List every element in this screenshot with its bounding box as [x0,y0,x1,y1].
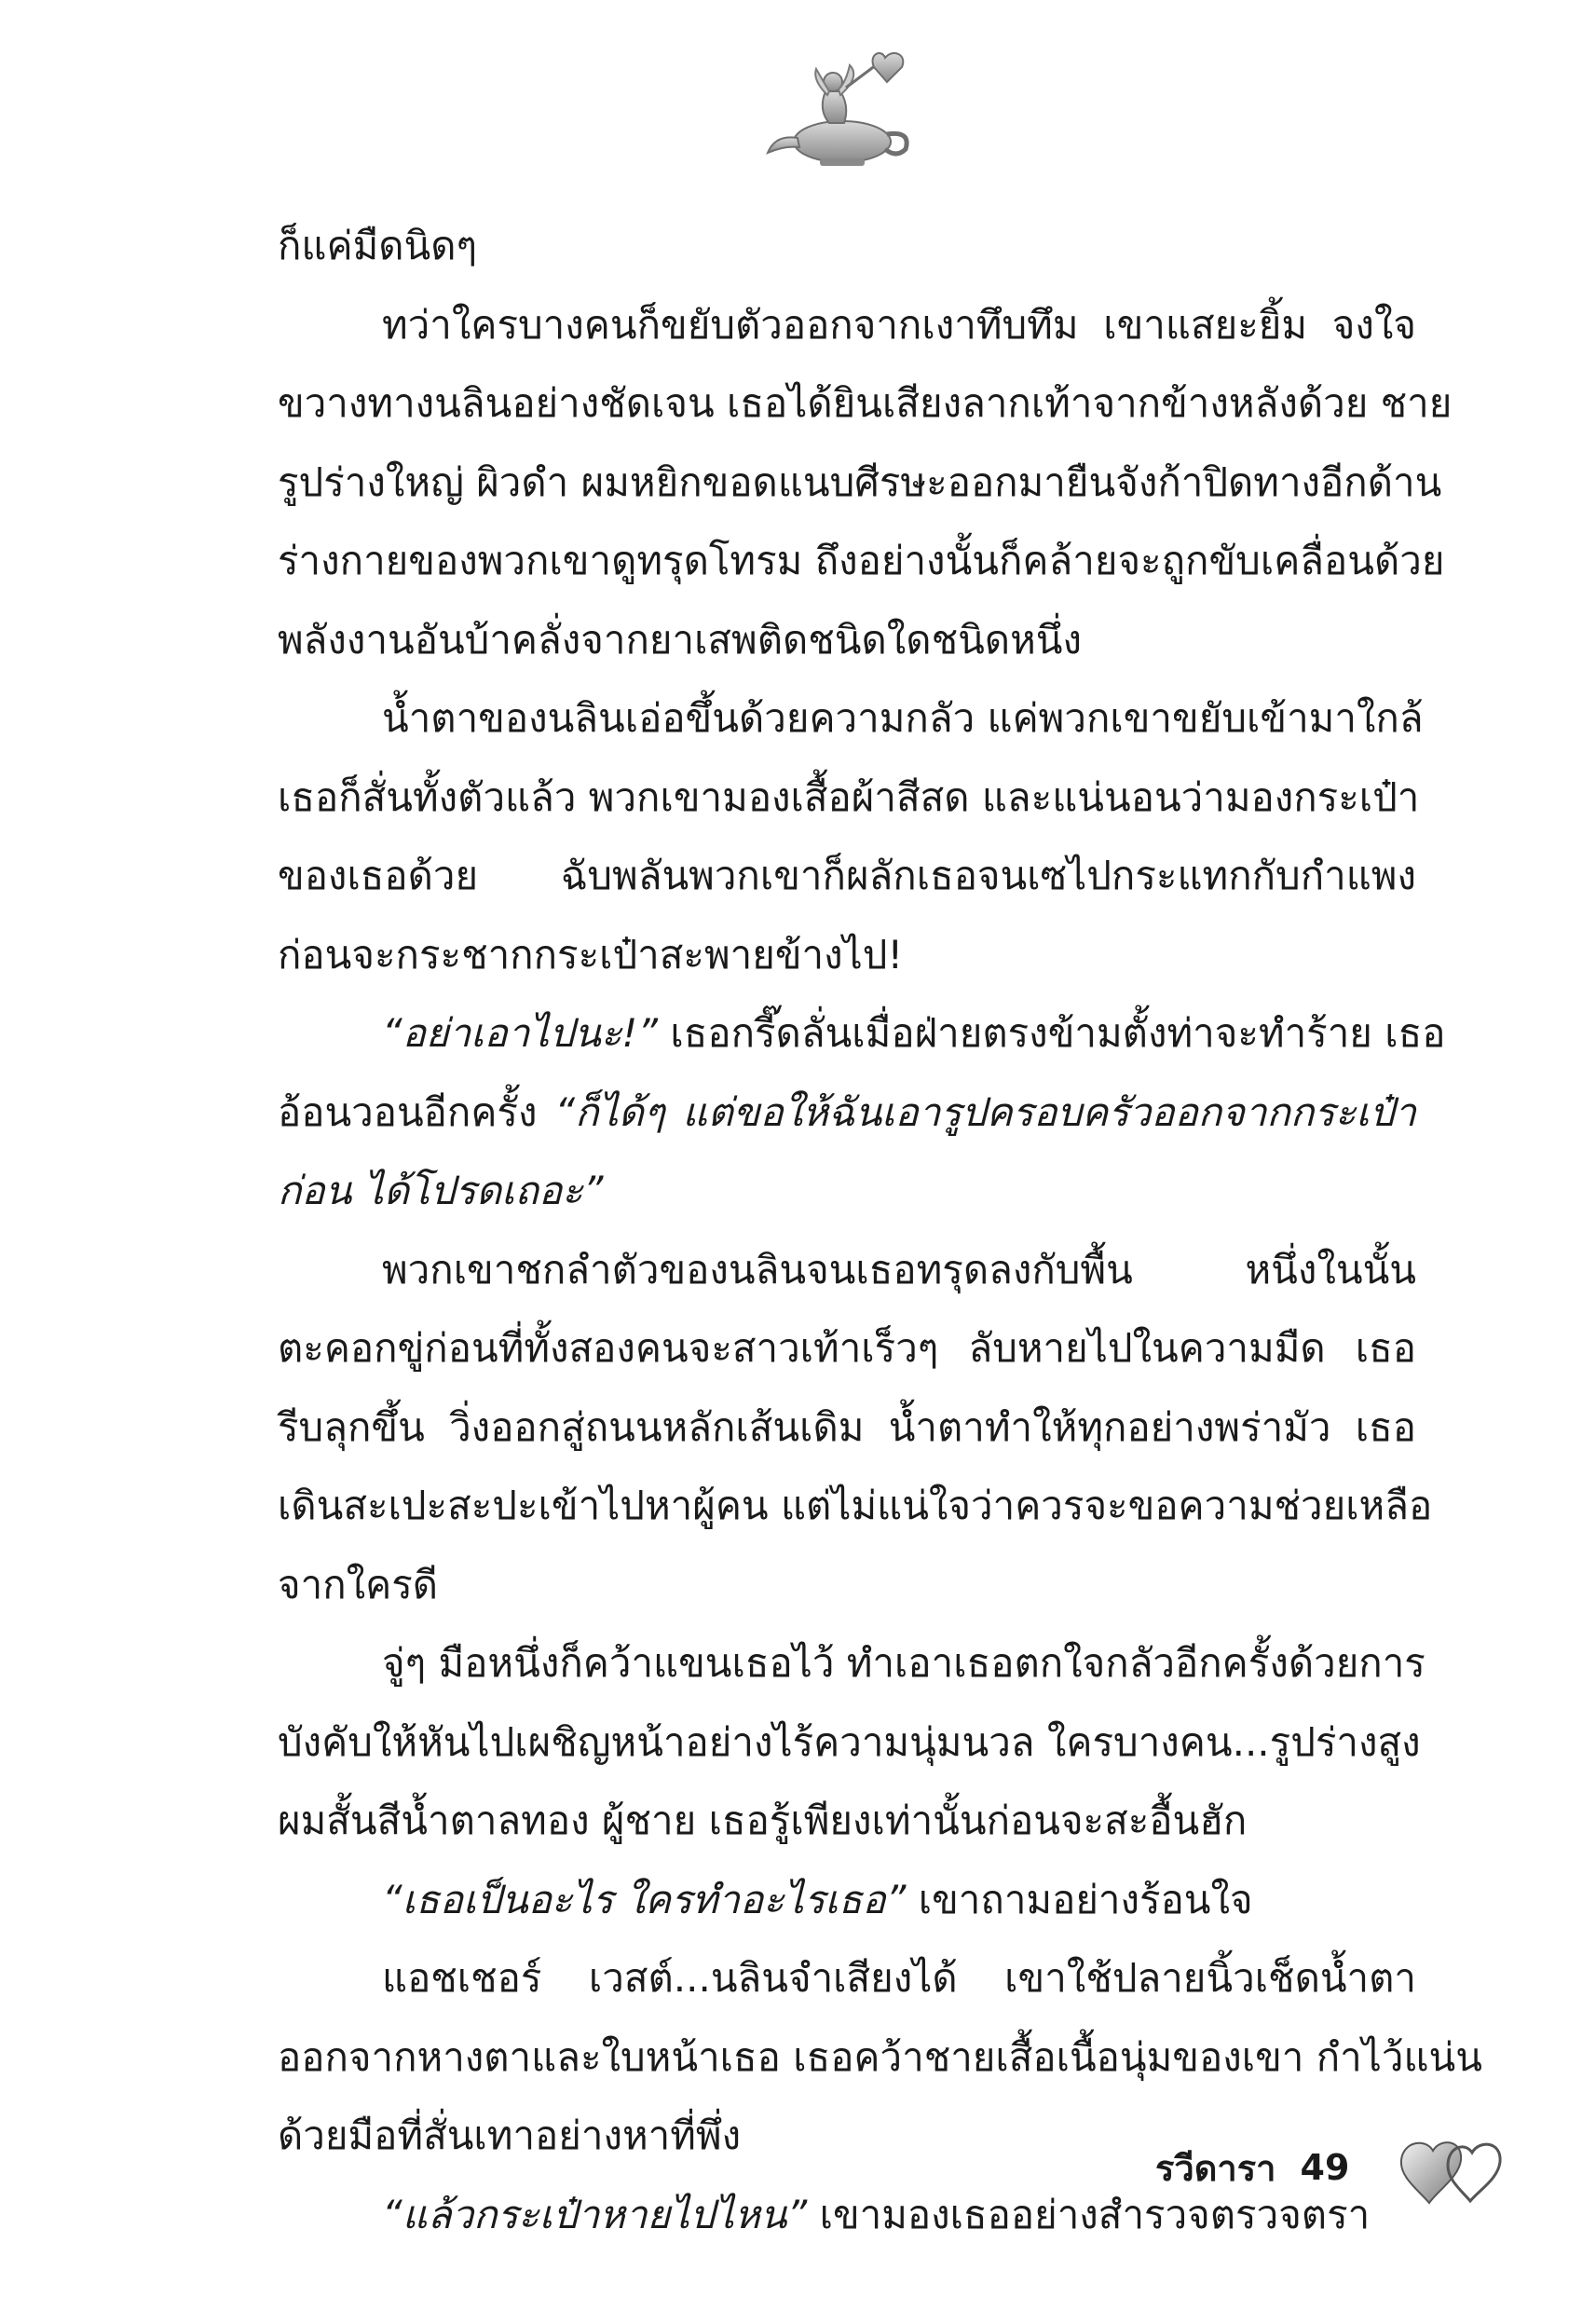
narration: เขามองเธออย่างสำรวจตรวจตรา [807,2191,1371,2237]
text-line: ร่างกายของพวกเขาดูทรุดโทรม ถึงอย่างนั้นก็คล้ายจะถูกขับเคลื่อนด้วย [278,538,1445,583]
text-line: ก่อน ได้โปรดเถอะ” [278,1168,604,1213]
dialogue: “อย่าเอาไปนะ!” [382,1010,658,1056]
text-line: บังคับให้หันไปเผชิญหน้าอย่างไร้ความนุ่มนวล ใครบางคน...รูปร่างสูง [278,1718,1421,1765]
text-line: ออกจากหางตาและใบหน้าเธอ เธอคว้าชายเสื้อเนื้อนุ่มของเขา กำไว้แน่น [278,2033,1482,2080]
text-line: จู่ๆ มือหนึ่งก็คว้าแขนเธอไว้ ทำเอาเธอตกใจกลัวอีกครั้งด้วยการ [382,1640,1425,1686]
text-line: ด้วยมือที่สั่นเทาอย่างหาที่พึ่ง [278,2113,742,2158]
page-footer [1155,2140,1349,2195]
text-line: เธอก็สั่นทั้งตัวแล้ว พวกเขามองเสื้อผ้าสีสด และแน่นอนว่ามองกระเป๋า [278,773,1420,820]
two-hearts-icon [1398,2132,1509,2210]
narration: อ้อนวอนอีกครั้ง [278,1088,555,1135]
text-line: น้ำตาของนลินเอ่อขึ้นด้วยความกลัว แค่พวกเขาขยับเข้ามาใกล้ [382,695,1424,741]
narration: เขาถามอย่างร้อนใจ [906,1876,1253,1922]
text-line: ตะคอกขู่ก่อนที่ทั้งสองคนจะสาวเท้าเร็วๆ ลับหายไปในความมืด เธอ [278,1325,1416,1371]
story-text [278,207,1482,2254]
text-line: รีบลุกขึ้น วิ่งออกสู่ถนนหลักเส้นเดิม น้ำตาทำให้ทุกอย่างพร่ามัว เธอ [278,1403,1416,1450]
text-line: ก็แค่มืดนิดๆ [278,223,478,268]
text-line: แอชเชอร์ เวสต์...นลินจำเสียงได้ เขาใช้ปลายนิ้วเช็ดน้ำตา [382,1955,1416,2001]
book-title: รวีดารา [1155,2147,1276,2189]
text-line: ก่อนจะกระชากกระเป๋าสะพายข้างไป! [278,931,904,978]
dialogue: “แล้วกระเป๋าหายไปไหน” [382,2191,808,2237]
text-line [278,994,1446,1073]
text-line: พวกเขาชกลำตัวของนลินจนเธอทรุดลงกับพื้น หนึ่งในนั้น [382,1246,1416,1292]
dialogue: “ก็ได้ๆ แต่ขอให้ฉันเอารูปครอบครัวออกจากกระเป๋า [554,1088,1416,1135]
text-line: ขวางทางนลินอย่างชัดเจน เธอได้ยินเสียงลากเท้าจากข้างหลังด้วย ชาย [278,380,1453,426]
cupid-teapot-ornament-icon [757,48,924,170]
dialogue: “เธอเป็นอะไร ใครทำอะไรเธอ” [382,1876,907,1922]
text-line: ผมสั้นสีน้ำตาลทอง ผู้ชาย เธอรู้เพียงเท่านั้นก่อนจะสะอื้นฮัก [278,1798,1248,1843]
text-line: เดินสะเปะสะปะเข้าไปหาผู้คน แต่ไม่แน่ใจว่าควรจะขอความช่วยเหลือ [278,1483,1433,1528]
text-line: รูปร่างใหญ่ ผิวดำ ผมหยิกขอดแนบศีรษะออกมายืนจังก้าปิดทางอีกด้าน [278,458,1442,505]
text-line [278,1861,1416,1940]
text-line: ทว่าใครบางคนก็ขยับตัวออกจากเงาทึบทึม เขาแสยะยิ้ม จงใจ [382,301,1416,348]
text-line: พลังงานอันบ้าคลั่งจากยาเสพติดชนิดใดชนิดหนึ่ง [278,616,1082,663]
text-line: ของเธอด้วย ฉับพลันพวกเขาก็ผลักเธอจนเซไปกระแทกกับกำแพง [278,853,1416,898]
narration: เธอกรี๊ดลั่นเมื่อฝ่ายตรงข้ามตั้งท่าจะทำร้าย เธอ [658,1010,1446,1056]
page-number: 49 [1300,2147,1350,2188]
text-line [278,1073,1416,1153]
text-line: จากใครดี [278,1561,439,1607]
